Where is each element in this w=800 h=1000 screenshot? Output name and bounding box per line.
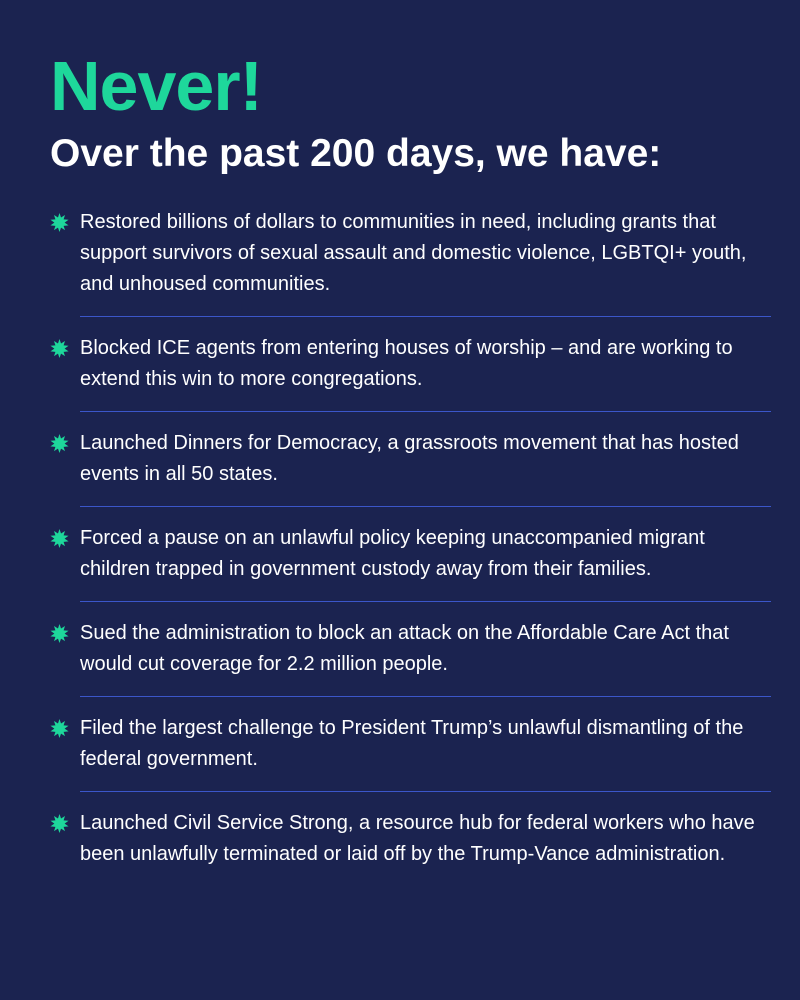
- divider: [80, 411, 771, 412]
- list-item-text: Blocked ICE agents from entering houses of worship – and are working to extend this win to more congregations.: [80, 337, 733, 390]
- starburst-icon: [50, 624, 69, 643]
- starburst-icon: [50, 339, 69, 358]
- list-item: [50, 618, 770, 680]
- list-item: [50, 428, 770, 490]
- starburst-icon: [50, 814, 69, 833]
- list-item: [50, 713, 770, 775]
- list-item-text: Restored billions of dollars to communities in need, including grants that support survivors of sexual assault and domestic violence, LGBTQI+ youth, and unhoused communities.: [80, 211, 747, 295]
- list-item-text: Filed the largest challenge to President Trump’s unlawful dismantling of the federal government.: [80, 717, 744, 770]
- accomplishments-list: [50, 207, 770, 870]
- list-item-text: Launched Dinners for Democracy, a grassroots movement that has hosted events in all 50 states.: [80, 432, 739, 485]
- list-item: [50, 808, 770, 870]
- headline: Never!: [50, 47, 262, 125]
- list-item: [50, 333, 770, 395]
- divider: [80, 696, 771, 697]
- divider: [80, 506, 771, 507]
- list-item-text: Sued the administration to block an attack on the Affordable Care Act that would cut coverage for 2.2 million people.: [80, 622, 729, 675]
- list-item-text: Forced a pause on an unlawful policy keeping unaccompanied migrant children trapped in government custody away from their families.: [80, 527, 705, 580]
- starburst-icon: [50, 529, 69, 548]
- divider: [80, 791, 771, 792]
- subheadline: Over the past 200 days, we have:: [50, 132, 662, 175]
- starburst-icon: [50, 719, 69, 738]
- list-item-text: Launched Civil Service Strong, a resource hub for federal workers who have been unlawfully terminated or laid off by the Trump-Vance administration.: [80, 812, 755, 865]
- starburst-icon: [50, 434, 69, 453]
- divider: [80, 601, 771, 602]
- list-item: [50, 207, 770, 300]
- divider: [80, 316, 771, 317]
- starburst-icon: [50, 213, 69, 232]
- list-item: [50, 523, 770, 585]
